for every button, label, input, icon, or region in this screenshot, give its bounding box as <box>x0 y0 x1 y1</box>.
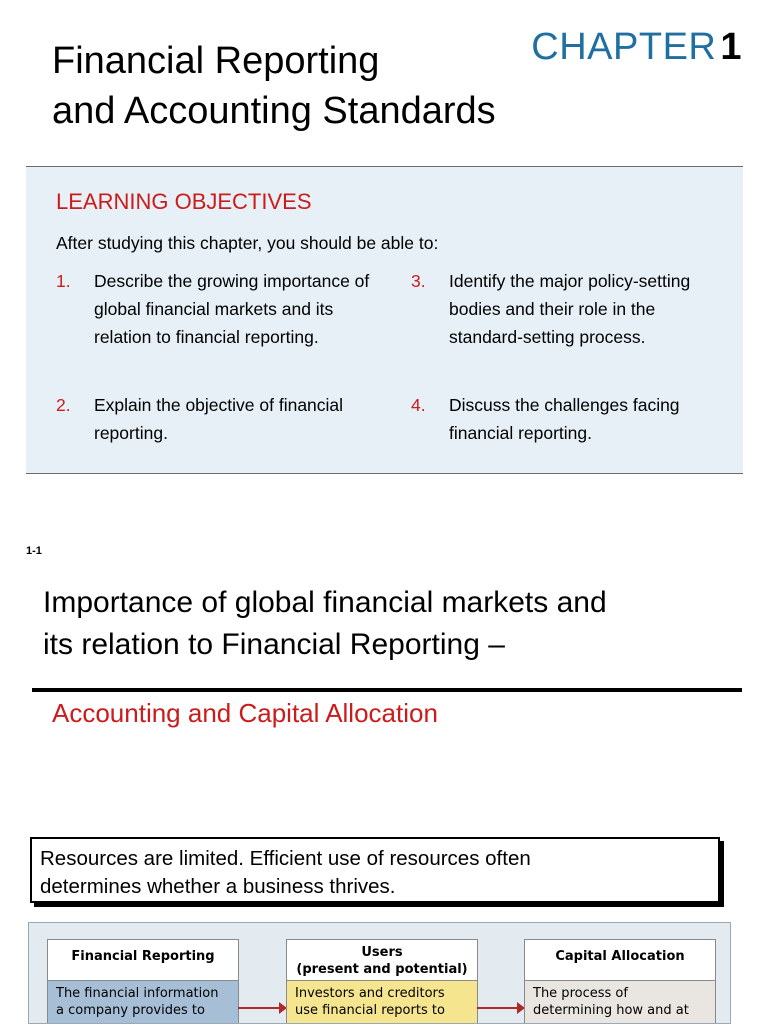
resources-line-2: determines whether a business thrives. <box>40 875 396 898</box>
objective-item <box>56 391 389 447</box>
objective-number: 2. <box>56 395 71 415</box>
objective-number: 3. <box>411 271 426 291</box>
box-body: Investors and creditors use financial reports to <box>287 980 477 1024</box>
resources-emphasis: limited <box>179 847 239 870</box>
chapter-label <box>531 26 742 69</box>
slide-title-line-1: Importance of global financial markets and <box>43 586 607 619</box>
title-divider <box>32 688 742 692</box>
resources-callout <box>30 837 720 903</box>
arrow-right-icon <box>477 1007 523 1009</box>
capital-allocation-box <box>524 939 716 1024</box>
resources-line-1 <box>40 845 718 873</box>
box-header: Capital Allocation <box>555 949 685 964</box>
objective-text: Discuss the challenges facing financial reporting. <box>449 395 680 443</box>
objective-text: Identify the major policy-setting bodies and their role in the standard-setting process. <box>449 271 691 347</box>
learning-objectives-intro: After studying this chapter, you should be able to: <box>56 233 439 253</box>
objective-item <box>411 267 709 351</box>
resources-text: . Efficient use of resources often <box>238 847 531 870</box>
capital-allocation-flow-diagram <box>28 922 731 1024</box>
chapter-title-line-2: and Accounting Standards <box>52 90 496 132</box>
chapter-number: 1 <box>720 26 742 68</box>
slide-title-line-2: its relation to Financial Reporting – <box>43 628 505 661</box>
box-body: The process of determining how and at <box>525 980 715 1024</box>
slide-subtitle: Accounting and Capital Allocation <box>52 698 438 728</box>
objective-item <box>411 391 709 447</box>
chapter-title-line-1: Financial Reporting <box>52 40 380 82</box>
chapter-word: CHAPTER <box>531 26 717 68</box>
learning-objectives-box <box>26 166 743 474</box>
objective-text: Explain the objective of financial reporting. <box>94 395 344 443</box>
objective-text: Describe the growing importance of global financial markets and its relation to financial reporting. <box>94 271 370 347</box>
page-number: 1-1 <box>26 545 42 557</box>
users-box <box>286 939 478 1024</box>
objective-number: 1. <box>56 271 71 291</box>
arrow-right-icon <box>238 1007 285 1009</box>
box-body: The financial information a company provides to <box>48 980 238 1024</box>
box-header: Financial Reporting <box>71 949 215 964</box>
chapter-title <box>52 36 572 136</box>
resources-text: Resources are <box>40 847 180 870</box>
financial-reporting-box <box>47 939 239 1024</box>
objective-number: 4. <box>411 395 426 415</box>
box-header: Users (present and potential) <box>296 945 468 977</box>
slide-title <box>43 582 723 666</box>
learning-objectives-heading: LEARNING OBJECTIVES <box>56 189 312 214</box>
objective-item <box>56 267 384 351</box>
